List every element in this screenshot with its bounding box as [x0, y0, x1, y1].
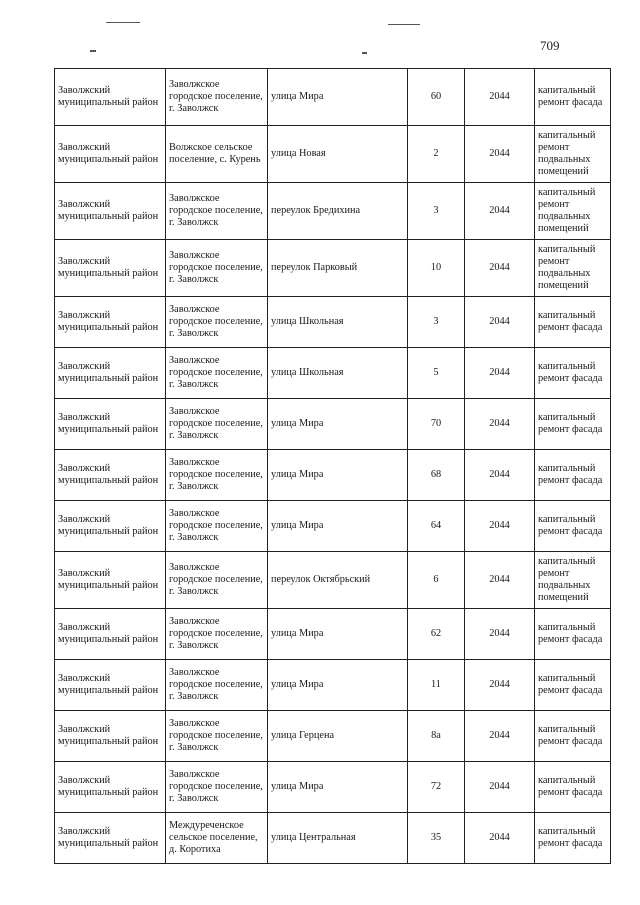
- table-row: [55, 183, 611, 240]
- settlement-cell: Заволжское городское поселение, г. Заволжск: [166, 501, 268, 552]
- district-cell: Заволжский муниципальный район: [55, 69, 166, 126]
- work-type-cell: капитальный ремонт фасада: [535, 660, 611, 711]
- house-number-cell: 72: [408, 762, 465, 813]
- district-cell: Заволжский муниципальный район: [55, 126, 166, 183]
- table-body: [55, 69, 611, 864]
- table-row: [55, 399, 611, 450]
- year-cell: 2044: [465, 501, 535, 552]
- house-number-cell: 60: [408, 69, 465, 126]
- table-row: [55, 552, 611, 609]
- district-cell: Заволжский муниципальный район: [55, 450, 166, 501]
- table-row: [55, 660, 611, 711]
- settlement-cell: Заволжское городское поселение, г. Заволжск: [166, 348, 268, 399]
- street-cell: улица Герцена: [268, 711, 408, 762]
- street-cell: улица Мира: [268, 69, 408, 126]
- street-cell: улица Школьная: [268, 348, 408, 399]
- work-type-cell: капитальный ремонт фасада: [535, 297, 611, 348]
- house-number-cell: 3: [408, 183, 465, 240]
- work-type-cell: капитальный ремонт подвальных помещений: [535, 552, 611, 609]
- house-number-cell: 68: [408, 450, 465, 501]
- house-number-cell: 62: [408, 609, 465, 660]
- year-cell: 2044: [465, 69, 535, 126]
- repair-schedule-table: [54, 68, 611, 864]
- table-row: [55, 711, 611, 762]
- street-cell: улица Новая: [268, 126, 408, 183]
- house-number-cell: 10: [408, 240, 465, 297]
- settlement-cell: Заволжское городское поселение, г. Заволжск: [166, 183, 268, 240]
- scan-mark: [362, 52, 367, 54]
- table-row: [55, 126, 611, 183]
- year-cell: 2044: [465, 711, 535, 762]
- work-type-cell: капитальный ремонт подвальных помещений: [535, 183, 611, 240]
- table-row: [55, 297, 611, 348]
- work-type-cell: капитальный ремонт фасада: [535, 711, 611, 762]
- house-number-cell: 35: [408, 813, 465, 864]
- table-row: [55, 813, 611, 864]
- settlement-cell: Заволжское городское поселение, г. Заволжск: [166, 762, 268, 813]
- settlement-cell: Заволжское городское поселение, г. Заволжск: [166, 711, 268, 762]
- street-cell: улица Мира: [268, 660, 408, 711]
- district-cell: Заволжский муниципальный район: [55, 609, 166, 660]
- work-type-cell: капитальный ремонт фасада: [535, 501, 611, 552]
- street-cell: переулок Октябрьский: [268, 552, 408, 609]
- table-row: [55, 69, 611, 126]
- work-type-cell: капитальный ремонт фасада: [535, 762, 611, 813]
- year-cell: 2044: [465, 450, 535, 501]
- settlement-cell: Заволжское городское поселение, г. Заволжск: [166, 240, 268, 297]
- street-cell: переулок Парковый: [268, 240, 408, 297]
- house-number-cell: 64: [408, 501, 465, 552]
- table-row: [55, 348, 611, 399]
- year-cell: 2044: [465, 297, 535, 348]
- year-cell: 2044: [465, 399, 535, 450]
- district-cell: Заволжский муниципальный район: [55, 711, 166, 762]
- work-type-cell: капитальный ремонт подвальных помещений: [535, 126, 611, 183]
- house-number-cell: 8а: [408, 711, 465, 762]
- table-row: [55, 450, 611, 501]
- district-cell: Заволжский муниципальный район: [55, 183, 166, 240]
- district-cell: Заволжский муниципальный район: [55, 813, 166, 864]
- year-cell: 2044: [465, 609, 535, 660]
- settlement-cell: Заволжское городское поселение, г. Заволжск: [166, 552, 268, 609]
- house-number-cell: 2: [408, 126, 465, 183]
- district-cell: Заволжский муниципальный район: [55, 762, 166, 813]
- settlement-cell: Заволжское городское поселение, г. Заволжск: [166, 297, 268, 348]
- street-cell: улица Школьная: [268, 297, 408, 348]
- work-type-cell: капитальный ремонт фасада: [535, 69, 611, 126]
- work-type-cell: капитальный ремонт фасада: [535, 609, 611, 660]
- year-cell: 2044: [465, 126, 535, 183]
- district-cell: Заволжский муниципальный район: [55, 297, 166, 348]
- street-cell: улица Мира: [268, 609, 408, 660]
- year-cell: 2044: [465, 240, 535, 297]
- district-cell: Заволжский муниципальный район: [55, 501, 166, 552]
- district-cell: Заволжский муниципальный район: [55, 660, 166, 711]
- district-cell: Заволжский муниципальный район: [55, 552, 166, 609]
- table-row: [55, 501, 611, 552]
- table-row: [55, 240, 611, 297]
- scan-mark: [106, 22, 140, 23]
- page-number: 709: [540, 38, 560, 53]
- settlement-cell: Междуреченское сельское поселение, д. Коротиха: [166, 813, 268, 864]
- settlement-cell: Заволжское городское поселение, г. Заволжск: [166, 609, 268, 660]
- house-number-cell: 11: [408, 660, 465, 711]
- street-cell: переулок Бредихина: [268, 183, 408, 240]
- year-cell: 2044: [465, 183, 535, 240]
- year-cell: 2044: [465, 552, 535, 609]
- district-cell: Заволжский муниципальный район: [55, 348, 166, 399]
- district-cell: Заволжский муниципальный район: [55, 240, 166, 297]
- year-cell: 2044: [465, 660, 535, 711]
- street-cell: улица Центральная: [268, 813, 408, 864]
- work-type-cell: капитальный ремонт фасада: [535, 399, 611, 450]
- work-type-cell: капитальный ремонт фасада: [535, 348, 611, 399]
- settlement-cell: Заволжское городское поселение, г. Заволжск: [166, 660, 268, 711]
- settlement-cell: Заволжское городское поселение, г. Заволжск: [166, 450, 268, 501]
- table-row: [55, 609, 611, 660]
- street-cell: улица Мира: [268, 762, 408, 813]
- house-number-cell: 5: [408, 348, 465, 399]
- year-cell: 2044: [465, 348, 535, 399]
- settlement-cell: Заволжское городское поселение, г. Заволжск: [166, 399, 268, 450]
- house-number-cell: 6: [408, 552, 465, 609]
- settlement-cell: Волжское сельское поселение, с. Курень: [166, 126, 268, 183]
- table-row: [55, 762, 611, 813]
- scan-mark: [388, 24, 420, 25]
- street-cell: улица Мира: [268, 399, 408, 450]
- district-cell: Заволжский муниципальный район: [55, 399, 166, 450]
- work-type-cell: капитальный ремонт фасада: [535, 813, 611, 864]
- settlement-cell: Заволжское городское поселение, г. Заволжск: [166, 69, 268, 126]
- year-cell: 2044: [465, 762, 535, 813]
- house-number-cell: 3: [408, 297, 465, 348]
- work-type-cell: капитальный ремонт подвальных помещений: [535, 240, 611, 297]
- work-type-cell: капитальный ремонт фасада: [535, 450, 611, 501]
- street-cell: улица Мира: [268, 450, 408, 501]
- street-cell: улица Мира: [268, 501, 408, 552]
- year-cell: 2044: [465, 813, 535, 864]
- scan-mark: [90, 50, 96, 52]
- house-number-cell: 70: [408, 399, 465, 450]
